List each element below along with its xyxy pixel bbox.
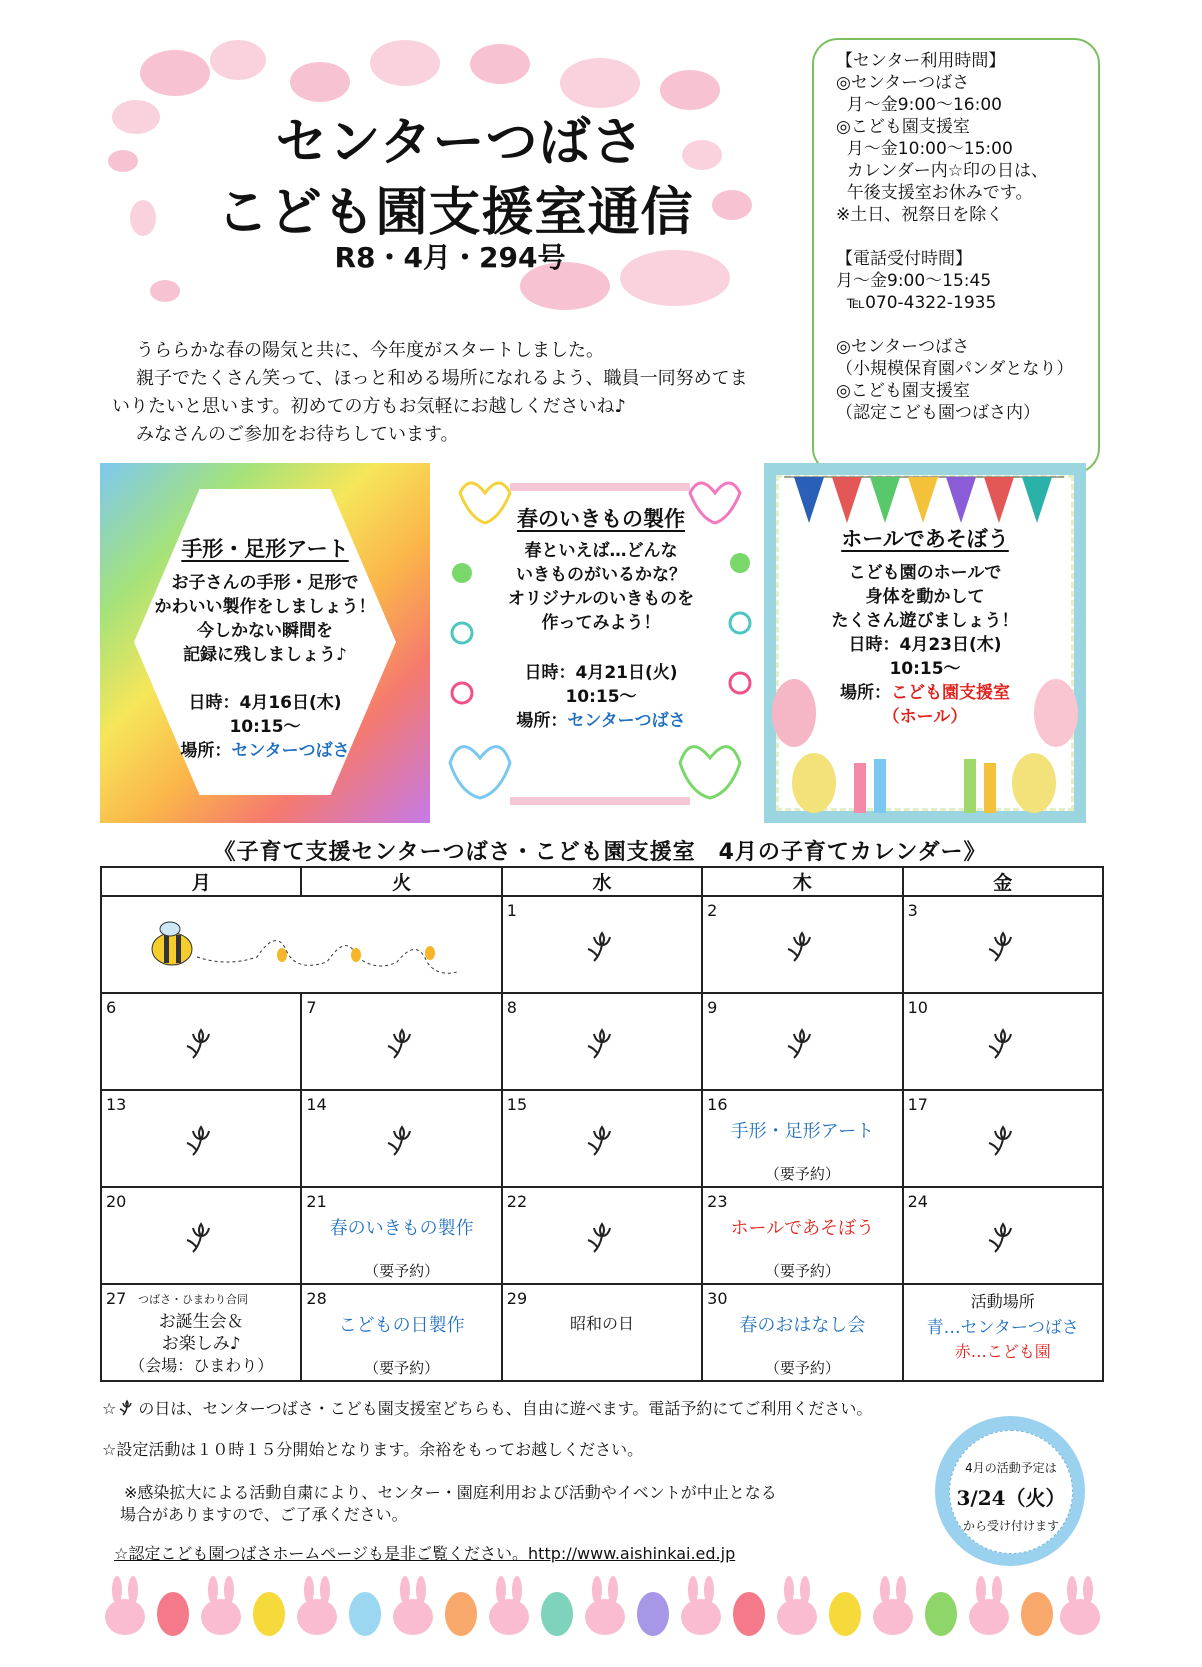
event-label: ホールであそぼう	[730, 1218, 875, 1239]
day-cell	[502, 993, 702, 1090]
day-cell	[702, 1090, 902, 1187]
event-label: お誕生会＆	[158, 1312, 244, 1332]
place-name: こども園支援室	[891, 683, 1010, 703]
day-number: 28	[306, 1289, 327, 1308]
intro-p2: 親子でたくさん笑って、ほっと和める場所になれるよう、職員一同努めてま	[136, 368, 748, 389]
event-title: ホールであそぼう	[841, 527, 1009, 551]
day-number: 20	[106, 1192, 127, 1211]
day-number: 16	[707, 1095, 728, 1114]
day-cell	[903, 1187, 1103, 1284]
intro-text	[112, 337, 808, 449]
place-label: 場所：	[180, 741, 232, 761]
reservation-note: （要予約）	[764, 1165, 840, 1183]
note-covid-2: 場合がありますので、ご了承ください。	[120, 1505, 408, 1524]
weekday-thu: 木	[702, 867, 902, 896]
day-cell	[702, 993, 902, 1090]
day-number: 10	[907, 998, 928, 1017]
day-number: 29	[506, 1289, 528, 1308]
day-number: 1	[506, 901, 517, 920]
legend-blue: 青…センターつばさ	[926, 1318, 1079, 1338]
event-place	[764, 681, 1086, 705]
place-name: センターつばさ	[567, 711, 686, 731]
tulip-icon	[580, 925, 624, 965]
bee-icon	[142, 917, 462, 977]
event-desc: 春といえば…どんな	[524, 541, 678, 561]
tulip-icon	[179, 1119, 223, 1159]
badge-date: 3/24（火）	[956, 1486, 1066, 1510]
event-label: こどもの日製作	[338, 1315, 465, 1336]
issue-number: R8・4月・294号	[334, 241, 566, 274]
legend-red: 赤…こども園	[954, 1342, 1051, 1361]
weekday-mon: 月	[101, 867, 301, 896]
tulip-icon	[780, 1022, 824, 1062]
note-homepage-link[interactable]: ☆認定こども園つばさホームページも是非ご覧ください。http://www.aishinkai.ed.jp	[114, 1544, 736, 1563]
day-cell	[301, 1284, 501, 1381]
info-line: ◎センターつばさ	[836, 337, 970, 357]
event-note: つばさ・ひまわり合同	[138, 1293, 248, 1306]
event-label: お楽しみ♪	[161, 1334, 241, 1354]
day-cell	[502, 896, 702, 993]
tulip-icon	[116, 1397, 138, 1417]
info-line: 【センター利用時間】	[836, 51, 1006, 71]
info-line: ◎こども園支援室	[836, 381, 970, 401]
event-desc: かわいい製作をしましょう！	[154, 597, 376, 617]
intro-p1: うららかな春の陽気と共に、今年度がスタートしました。	[136, 340, 604, 361]
legend-cell	[903, 1284, 1103, 1381]
event-panel-spring-creatures	[440, 463, 762, 823]
day-number: 8	[506, 998, 517, 1017]
day-cell	[502, 1090, 702, 1187]
day-number: 7	[306, 998, 317, 1017]
day-cell	[101, 1284, 301, 1381]
event-title: 手形・足形アート	[181, 537, 349, 561]
intro-p4: みなさんのご参加をお待ちしています。	[136, 424, 459, 445]
day-cell	[702, 1284, 902, 1381]
badge-inner	[949, 1430, 1073, 1554]
event-date: 日時：4月16日(木)	[188, 693, 342, 713]
event-desc: お子さんの手形・足形で	[171, 573, 359, 593]
reservation-badge	[935, 1416, 1085, 1566]
event-label: 春のおはなし会	[739, 1315, 866, 1336]
holiday-label: 昭和の日	[569, 1314, 634, 1333]
info-line: 【電話受付時間】	[836, 249, 972, 269]
calendar-table	[100, 866, 1104, 1382]
info-line: （認定こども園つばさ内）	[836, 403, 1040, 423]
reservation-note: （要予約）	[364, 1262, 440, 1280]
event-desc: 今しかない瞬間を	[197, 621, 333, 641]
event-panel-hall	[764, 463, 1086, 823]
calendar-heading: 《子育て支援センターつばさ・こども園支援室 4月の子育てカレンダー》	[213, 840, 987, 865]
week-row	[101, 993, 1103, 1090]
day-cell	[101, 993, 301, 1090]
day-cell	[702, 896, 902, 993]
info-line: 午後支援室お休みです。	[836, 183, 1033, 203]
tulip-icon	[780, 925, 824, 965]
place-name: センターつばさ	[231, 741, 350, 761]
day-cell	[502, 1187, 702, 1284]
day-cell	[903, 896, 1103, 993]
event-venue: （会場：ひまわり）	[129, 1356, 274, 1375]
day-cell	[301, 1090, 501, 1187]
tulip-icon	[580, 1022, 624, 1062]
tulip-icon	[179, 1216, 223, 1256]
note-start-time: ☆設定活動は１０時１５分開始となります。余裕をもってお越しください。	[102, 1440, 644, 1459]
tulip-icon	[380, 1022, 424, 1062]
event-desc: 作ってみよう！	[541, 613, 661, 633]
info-line: ℡070-4322-1935	[836, 293, 997, 313]
tulip-icon	[380, 1119, 424, 1159]
info-line: （小規模保育園パンダとなり）	[836, 359, 1074, 379]
day-cell	[903, 1090, 1103, 1187]
bunny-egg-border-icon	[100, 1562, 1104, 1642]
legend-title: 活動場所	[970, 1292, 1035, 1311]
info-line: ◎こども園支援室	[836, 117, 970, 137]
day-number: 13	[106, 1095, 127, 1114]
reservation-note: （要予約）	[364, 1359, 440, 1377]
day-number: 17	[907, 1095, 928, 1114]
tulip-icon	[580, 1119, 624, 1159]
weekday-tue: 火	[301, 867, 501, 896]
event-desc: いきものがいるかな？	[516, 565, 686, 585]
reservation-note: （要予約）	[764, 1262, 840, 1280]
event-desc: オリジナルのいきものを	[507, 589, 695, 609]
info-line: ◎センターつばさ	[836, 73, 970, 93]
newsletter-title-line1: センターつばさ	[275, 113, 645, 173]
info-line: 月～金9:00～15:45	[836, 271, 992, 291]
day-cell	[101, 1187, 301, 1284]
day-number: 23	[707, 1192, 728, 1211]
event-desc: たくさん遊びましょう！	[831, 611, 1019, 631]
note-star: ☆	[102, 1399, 117, 1418]
event-desc: こども園のホールで	[848, 563, 1002, 583]
event-label: 手形・足形アート	[730, 1121, 875, 1142]
day-cell	[301, 1187, 501, 1284]
day-number: 21	[306, 1192, 327, 1211]
tulip-icon	[580, 1216, 624, 1256]
day-cell	[502, 1284, 702, 1381]
info-line: 月～金9:00～16:00	[836, 95, 1002, 115]
reservation-note: （要予約）	[764, 1359, 840, 1377]
info-line: カレンダー内☆印の日は、	[836, 161, 1048, 181]
badge-line3: から受け付けます	[962, 1519, 1059, 1533]
event-title: 春のいきもの製作	[517, 507, 685, 531]
week-row	[101, 1090, 1103, 1187]
day-number: 27	[106, 1289, 127, 1308]
newsletter-title-line2: こども園支援室通信	[216, 183, 694, 243]
note-text: の日は、センターつばさ・こども園支援室どちらも、自由に遊べます。電話予約にてご利用ください。	[138, 1399, 873, 1418]
day-cell	[702, 1187, 902, 1284]
info-box	[812, 38, 1100, 474]
event-time: 10:15～	[229, 717, 301, 737]
event-time: 10:15～	[565, 687, 637, 707]
weekday-row	[101, 867, 1103, 896]
day-number: 6	[106, 998, 117, 1017]
day-number: 24	[907, 1192, 928, 1211]
tulip-icon	[981, 1216, 1025, 1256]
bee-decoration-cell	[101, 896, 502, 993]
tulip-icon	[981, 1022, 1025, 1062]
day-number: 15	[506, 1095, 528, 1114]
event-place	[100, 739, 430, 763]
note-free-play	[102, 1396, 872, 1419]
event-place-detail: （ホール）	[882, 707, 968, 727]
place-label: 場所：	[840, 683, 891, 703]
place-label: 場所：	[516, 711, 568, 731]
event-label: 春のいきもの製作	[329, 1218, 474, 1239]
day-number: 2	[707, 901, 718, 920]
event-desc: 身体を動かして	[865, 587, 985, 607]
day-number: 14	[306, 1095, 327, 1114]
note-covid-1: ※感染拡大による活動自粛により、センター・園庭利用および活動やイベントが中止となる	[124, 1483, 777, 1502]
day-cell	[301, 993, 501, 1090]
week-row	[101, 1284, 1103, 1381]
event-place	[440, 709, 762, 733]
event-desc: 記録に残しましょう♪	[183, 645, 347, 665]
day-number: 30	[707, 1289, 728, 1308]
info-line: 月～金10:00～15:00	[836, 139, 1013, 159]
day-number: 9	[707, 998, 718, 1017]
day-number: 3	[907, 901, 918, 920]
weekday-wed: 水	[502, 867, 702, 896]
tulip-icon	[981, 925, 1025, 965]
event-time: 10:15～	[889, 659, 961, 679]
weekday-fri: 金	[903, 867, 1103, 896]
tulip-icon	[179, 1022, 223, 1062]
tulip-icon	[981, 1119, 1025, 1159]
day-cell	[903, 993, 1103, 1090]
week-row	[101, 1187, 1103, 1284]
event-date: 日時：4月23日(木)	[848, 635, 1002, 655]
info-line: ※土日、祝祭日を除く	[836, 205, 1004, 225]
badge-line1: 4月の活動予定は	[965, 1461, 1057, 1475]
day-cell	[101, 1090, 301, 1187]
day-number: 22	[506, 1192, 528, 1211]
event-panel-handprint	[100, 463, 430, 823]
event-date: 日時：4月21日(火)	[524, 663, 678, 683]
intro-p3: いりたいと思います。初めての方もお気軽にお越しくださいね♪	[112, 396, 627, 417]
week-row	[101, 896, 1103, 993]
